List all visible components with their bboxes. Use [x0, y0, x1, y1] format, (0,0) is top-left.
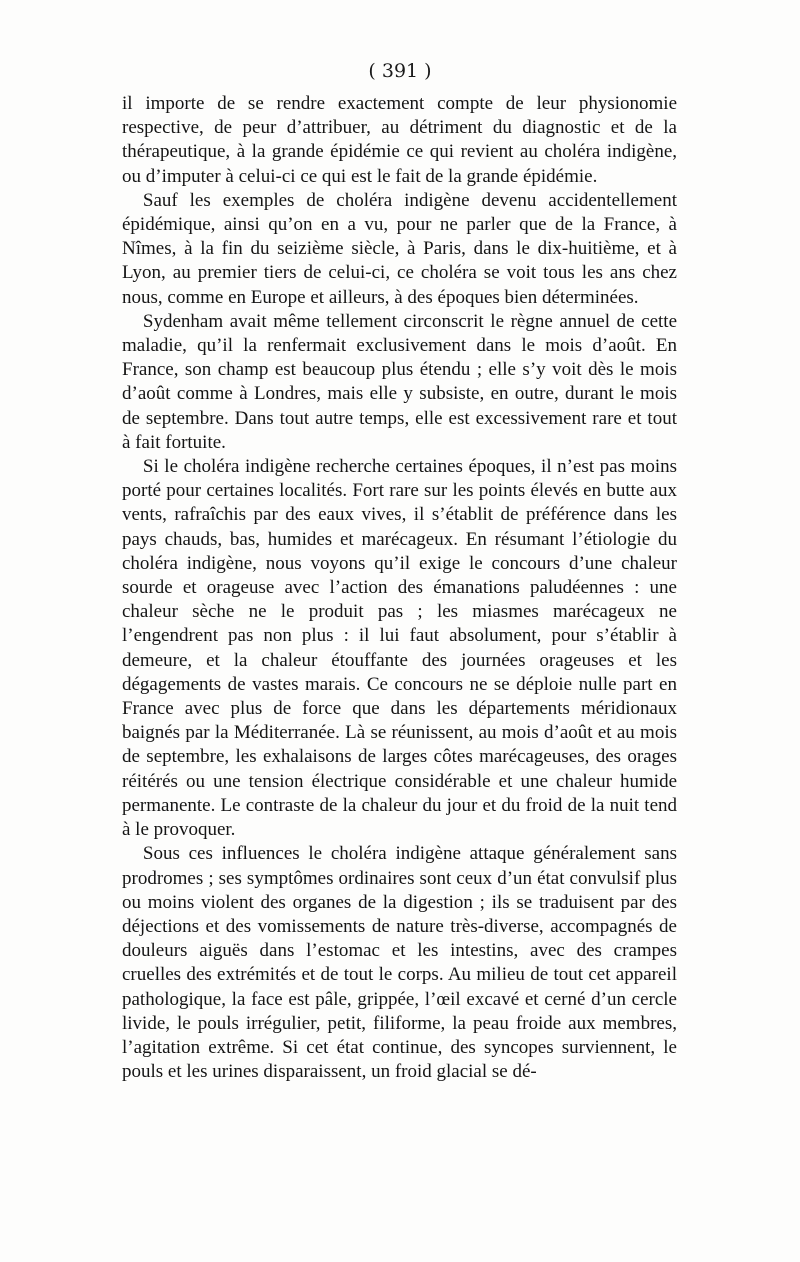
paragraph-symptoms: Sous ces influences le choléra indigène attaque généralement sans prodromes ; ses symptômes ordinaires sont ceux d’un état convulsif plus ou moins violent des organes de la digestion ; ils se traduisent par des déjections et des vomissements de nature très-diverse, accompagnés de douleurs aiguës dans l’estomac et les intestins, avec des crampes cruelles des extrémités et de tout le corps. Au milieu de tout cet appareil pathologique, la face est pâle, grippée, l’œil excavé et cerné d’un cercle livide, le pouls irrégulier, petit, filiforme, la peau froide aux membres, l’agitation extrême. Si cet état continue, des syncopes surviennent, le pouls et les urines disparaissent, un froid glacial se dé- [122, 843, 677, 1083]
page-number: ( 391 ) [368, 60, 432, 82]
paragraph-cholera-indigene-epochs: Sauf les exemples de choléra indigène devenu accidentellement épidémique, ainsi qu’on en a vu, pour ne parler que de la France, à Nîmes, à la fin du seizième siècle, à Paris, dans le dix-huitième, et à Lyon, au premier tiers de celui-ci, ce choléra se voit tous les ans chez nous, comme en Europe et ailleurs, à des époques bien déterminées. [122, 189, 677, 308]
body-text [122, 92, 677, 1084]
paragraph-localities-etiology: Si le choléra indigène recherche certaines époques, il n’est pas moins porté pour certaines localités. Fort rare sur les points élevés en butte aux vents, rafraîchis par des eaux vives, il s’établit de préférence dans les pays chauds, bas, humides et marécageux. En résumant l’étiologie du choléra indigène, nous voyons qu’il exige le concours d’une chaleur sourde et orageuse avec l’action des émanations paludéennes : une chaleur sèche ne le produit pas ; les miasmes marécageux ne l’engendrent pas non plus : il lui faut absolument, pour s’établir à demeure, et la chaleur étouffante des journées orageuses et les dégagements de vastes marais. Ce concours ne se déploie nulle part en France avec plus de force que dans les départements méridionaux baignés par la Méditerranée. Là se réunissent, au mois d’août et au mois de septembre, les exhalaisons de larges côtes marécageuses, des orages réitérés ou une tension électrique considérable et une chaleur humide permanente. Le contraste de la chaleur du jour et du froid de la nuit tend à le provoquer. [122, 456, 677, 841]
paragraph-sydenham: Sydenham avait même tellement circonscrit le règne annuel de cette maladie, qu’il la renfermait exclusivement dans le mois d’août. En France, son champ est beaucoup plus étendu ; elle s’y voit dès le mois d’août comme à Londres, mais elle y subsiste, en outre, durant le mois de septembre. Dans tout autre temps, elle est excessivement rare et tout à fait fortuite. [122, 310, 677, 453]
paragraph-continuation: il importe de se rendre exactement compte de leur physionomie respective, de peur d’attribuer, au détriment du diagnostic et de la thérapeutique, à la grande épidémie ce qui revient au choléra indigène, ou d’imputer à celui-ci ce qui est le fait de la grande épidémie. [122, 93, 677, 187]
